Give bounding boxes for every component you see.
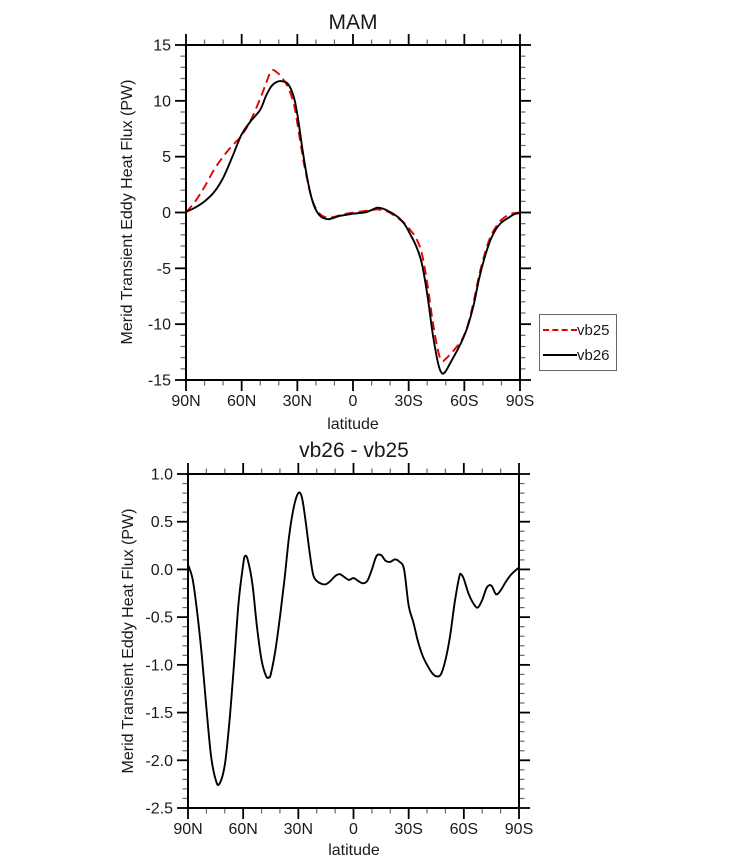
top-chart-title: MAM [328, 11, 378, 34]
bottom-y-tick-label: -1.5 [145, 705, 173, 723]
bottom-x-tick-label: 30S [394, 821, 423, 838]
bottom-x-tick-label: 60S [449, 821, 479, 838]
bottom-plot-frame [188, 474, 519, 808]
bottom-y-tick-label: -1.0 [145, 657, 173, 675]
vb26-legend-label: vb26 [577, 346, 610, 364]
top-y-tick-label: 0 [162, 205, 171, 222]
legend-entry-vb25 [540, 318, 616, 343]
top-x-tick-label: 90S [505, 393, 535, 410]
bottom-x-tick-label: 0 [349, 821, 358, 838]
bottom-y-tick-label: 0.0 [150, 561, 173, 579]
vb25-line-sample [543, 329, 577, 331]
top-x-axis-label: latitude [327, 416, 379, 433]
top-x-tick-label: 60N [226, 393, 257, 410]
top-y-axis-label: Merid Transient Eddy Heat Flux (PW) [119, 79, 136, 345]
vb26-line-sample [543, 354, 577, 356]
bottom-y-tick-label: -2.0 [145, 752, 173, 770]
bottom-x-axis-label: latitude [328, 842, 380, 859]
top-x-tick-label: 30N [282, 393, 313, 410]
bottom-x-tick-label: 60N [228, 821, 258, 838]
bottom-y-axis-label: Merid Transient Eddy Heat Flux (PW) [120, 508, 137, 774]
top-y-tick-label: -10 [147, 316, 171, 334]
bottom-y-tick-label: -2.5 [145, 800, 173, 818]
bottom-y-tick-label: 1.0 [150, 466, 173, 484]
top-y-tick-label: 10 [153, 93, 171, 111]
top-y-tick-label: -15 [147, 372, 171, 390]
top-y-tick-label: 5 [162, 149, 171, 167]
bottom-x-tick-label: 90N [173, 821, 203, 838]
vb25-legend-label: vb25 [577, 321, 610, 339]
bottom-chart-title: vb26 - vb25 [299, 439, 409, 462]
legend-entry-vb26 [540, 343, 616, 368]
bottom-y-tick-label: 0.5 [150, 514, 173, 532]
top-x-tick-label: 60S [450, 393, 479, 410]
top-x-tick-label: 0 [348, 393, 358, 410]
bottom-x-tick-label: 30N [283, 821, 314, 838]
top-series-vb26 [186, 81, 520, 374]
bottom-series-vb26-vb25 [188, 492, 519, 785]
top-y-tick-label: 15 [153, 37, 171, 55]
top-x-tick-label: 90N [171, 393, 201, 410]
legend-box [539, 314, 617, 371]
top-y-tick-label: -5 [156, 260, 171, 278]
top-x-tick-label: 30S [394, 393, 423, 410]
bottom-x-tick-label: 90S [504, 821, 534, 838]
bottom-y-tick-label: -0.5 [145, 609, 173, 627]
